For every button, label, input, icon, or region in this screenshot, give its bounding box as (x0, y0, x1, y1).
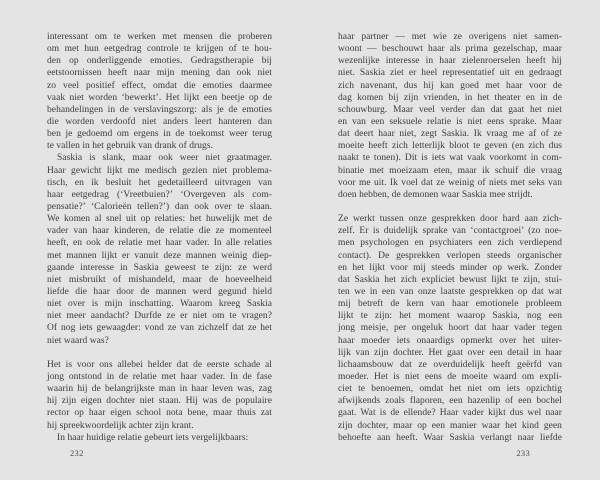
text-line: interessant om te werken met mensen die proberen (47, 32, 272, 42)
text-line: ben je gedoemd om ergens in de toekomst weer terug (47, 129, 272, 140)
text-line: rector op haar eigen school nota bene, maar thuis zat (47, 408, 272, 419)
text-line: Ze werkt tussen onze gesprekken door hard aan zich- (338, 214, 562, 225)
text-line: wezenlijke interesse in haar zielenroerselen heeft hij (338, 56, 562, 67)
text-line: zelf. Er is duidelijk sprake van ‘contactgroei’ (zo noe- (338, 226, 562, 237)
text-line: en van een seksuele relatie is niet eens sprake. Maar (338, 116, 562, 127)
text-line: mij betreft de kern van haar emotionele probleem (338, 299, 562, 310)
text-line: eetstoornissen heeft naar mijn mening dan ook niet (47, 68, 272, 79)
text-line: om met hun eetgedrag controle te krijgen of te hou- (47, 44, 272, 55)
text-line: We komen al snel uit op relaties: het huwelijk met de (47, 214, 272, 225)
text-line: met mannen lijkt er vanuit deze mannen weinig diep- (47, 250, 272, 261)
text-line: voor me uit. Ik voel dat ze weinig of niets met seks van (338, 177, 562, 188)
text-line: lijkt te zijn: het moment waarop Saskia, nog een (338, 311, 562, 322)
left-page-number: 232 (70, 448, 84, 458)
text-line: men psychologen en psychiaters een zich verdiepend (338, 238, 562, 249)
text-line: moeder. Het is niet eens de moeite waard om expli- (338, 371, 562, 382)
text-line: niet meer aandacht? Durfde ze er niet om te vragen? (47, 311, 272, 322)
text-line: die worden verdoofd niet anders leert hanteren dan (47, 116, 272, 127)
text-line: niet. Saskia ziet er heel representatief uit en gedraagt (338, 68, 562, 79)
right-page-number: 233 (516, 448, 530, 458)
text-line: dat Saskia het zich expliciet bewust lijkt te zijn, stui- (338, 274, 562, 285)
text-line: In haar huidige relatie gebeurt iets vergelijkbaars: (57, 432, 249, 443)
text-line: gaande interesse in Saskia geweest te zijn: ze werd (47, 262, 272, 273)
text-line: niet misbruikt of mishandeld, maar de hoeveelheid (47, 274, 272, 285)
text-line: vaak niet worden ‘bewerkt’. Het lijkt een beetje op de (47, 92, 272, 103)
text-line: binatie met moeizaam eten, maar ik schuif die vraag (338, 165, 562, 176)
text-line: den op onderliggende emoties. Gedragstherapie bij (47, 56, 272, 67)
text-line: hij spreekwoordelijk achter zijn krant. (47, 420, 194, 431)
text-line: Of nog iets gewaagder: vond ze van zichzelf dat ze het (47, 323, 272, 334)
text-line: haar moeder iets onaardigs opmerkt over het uiter- (338, 335, 562, 346)
text-line: behoefte aan heeft. Waar Saskia verlangt naar liefde (338, 432, 562, 443)
text-line: zo veel positief effect, omdat die emoties daarmee (47, 80, 272, 91)
text-line: en het lijkt voor mij steeds minder op werk. Zonder (338, 262, 562, 273)
text-line: Het is voor ons allebei helder dat de eerste schade al (47, 359, 272, 370)
text-line: gaat. Wat is de ellende? Haar vader kijkt dus wel naar (338, 408, 562, 419)
text-line: niet over is mijn inschatting. Waarom kreeg Saskia (47, 299, 272, 310)
text-line: niet waard was? (47, 335, 109, 346)
text-line: zijn dochter, maar op een manier waar het kind geen (338, 420, 562, 431)
left-page (47, 31, 272, 444)
text-line: schouwburg. Maar veel verder dan dat gaat het niet (338, 104, 562, 115)
text-line: dag komen bij zijn vrienden, in het theater en in de (338, 92, 562, 103)
text-line: pensatie?’ ‘Calorieën tellen?’) dan ook over te slaan. (47, 201, 272, 212)
text-line: ten we in een van onze laatste gesprekken op dat wat (338, 286, 562, 297)
text-line: zich navenant, dus hij kan goed met haar voor de (338, 80, 562, 91)
right-page (338, 31, 562, 444)
text-line: lijk van zijn dochter. Het gaat over een detail in haar (338, 347, 562, 358)
text-line: Haar gewicht lijkt me medisch gezien niet problema- (47, 165, 272, 176)
text-line: jong meisje, per ongeluk hoort dat haar vader tegen (338, 323, 562, 334)
text-line: naakt te tonen). Dit is iets wat vaak voorkomt in com- (338, 153, 562, 164)
text-line: doen hebben, de demonen waar Saskia mee strijdt. (338, 189, 533, 200)
text-line: vader van haar kinderen, de relatie die ze momenteel (47, 226, 272, 237)
text-line: jong ontstond in de relatie met haar vader. In de fase (47, 371, 272, 382)
text-line: ciet te benoemen, omdat het niet om iets opzichtig (338, 384, 562, 395)
text-line: tisch, en ik besluit het gedetailleerd uitvragen van (47, 177, 272, 188)
text-line: dat deert haar niet, zegt Saskia. Ik vraag me af of ze (338, 129, 562, 140)
text-line: haar eetgedrag (‘Vreetbuien?’ ‘Overgeven als com- (47, 189, 272, 200)
text-line: behandelingen in de verslavingszorg: als je de emoties (47, 104, 272, 115)
text-line: heeft, en ook de relatie met haar vader. In alle relaties (47, 238, 272, 249)
text-line: lichaamsbouw dat ze overduidelijk heeft geërfd van (338, 359, 562, 370)
text-line: contact). De gesprekken verlopen steeds organischer (338, 250, 562, 261)
text-line: te vallen in het gebruik van drank of drugs. (47, 141, 214, 152)
text-line: haar partner — met wie ze overigens niet samen- (338, 32, 562, 42)
text-line: hij zijn eigen dochter niet staan. Hij was de populaire (47, 396, 272, 407)
text-line: Saskia is slank, maar ook weer niet graatmager. (57, 153, 272, 164)
text-line: woont — beschouwt haar als prima gezelschap, maar (338, 44, 562, 55)
text-line: waarin hij de belangrijkste man in haar leven was, zag (47, 384, 272, 395)
text-line: afwijkends zoals flaporen, een hazenlip of een bochel (338, 396, 562, 407)
text-line: moeite heeft zich letterlijk bloot te geven (en zich dus (338, 141, 562, 152)
text-line: liefde die haar door de mannen werd gegund hield (47, 286, 272, 297)
